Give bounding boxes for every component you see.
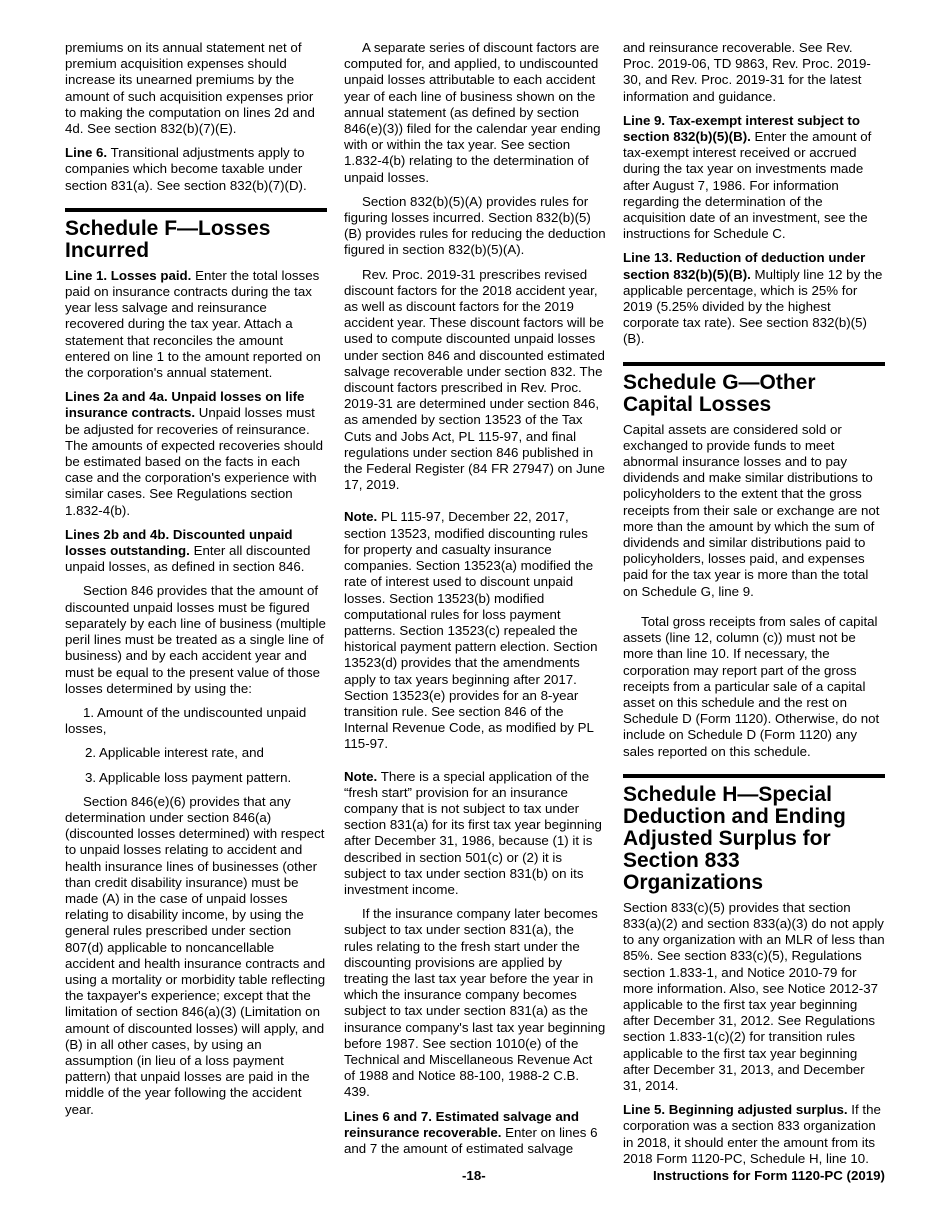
paragraph: and reinsurance recoverable. See Rev. Proc. 2019-06, TD 9863, Rev. Proc. 2019-30, and Rev. Proc. 2019-31 for the latest information and guidance. [623, 40, 871, 104]
paragraph-text: Enter the total losses paid on insurance contracts during the tax year less salvage and reinsurance recovered during the tax year. Attach a statement that reconciles the amount entered on line 1 to the amount reported on the corporation's annual statement. [65, 267, 321, 381]
paragraph: Capital assets are considered sold or exchanged to provide funds to meet abnormal insurance losses and to pay dividends and make similar distributions to policyholders to the extent that the gross receipts from their sale or exchange are not more than the amount by which the sum of dividends and similar distributions paid to policyholders, losses paid, and expenses paid for the tax year is more than the total on Schedule G, line 9. [623, 421, 880, 599]
paragraph [344, 1109, 606, 1158]
paragraph: Section 846 provides that the amount of discounted unpaid losses must be figured separately by each line of business (multiple peril lines must be treated as a single line of business) and by each accident year and must be equal to the present value of those losses determined by using the: [65, 583, 326, 696]
note [344, 509, 606, 752]
line-label: Line 5. Beginning adjusted surplus. [623, 1102, 848, 1118]
paragraph: premiums on its annual statement net of premium acquisition expenses should increase its unearned premiums by the amount of such acquisition expenses prior to making the computation on lines 2d and 4d. See section 832(b)(7)(E). [65, 40, 315, 137]
schedule-g-heading: Schedule G—Other Capital Losses [623, 370, 816, 416]
note-label: Note. [344, 768, 378, 784]
page-number: -18- [462, 1168, 486, 1183]
line-label: Lines 6 and 7. Estimated salvage and reinsurance recoverable. [344, 1108, 580, 1140]
line-label: Lines 2b and 4b. Discounted unpaid losses outstanding. [65, 526, 293, 559]
paragraph-text: Enter the amount of tax-exempt interest received or accrued during the tax year on investments made after August 7, 1986. For information regarding the determination of the acquisition date of an investment, see the instructions for Schedule C. [623, 129, 872, 242]
paragraph-text: Unpaid losses must be adjusted for recoveries of reinsurance. The amounts of expected recoveries should be estimated based on the facts in each case and the corporation's experience with similar cases. See Regulations section 1.832-4(b). [65, 405, 323, 518]
form-title: Instructions for Form 1120-PC (2019) [652, 1168, 885, 1183]
column-3 [623, 40, 885, 1175]
paragraph [65, 389, 327, 519]
schedule-f-heading: Schedule F—Losses Incurred [65, 216, 271, 262]
section-rule [65, 208, 327, 212]
section-rule [623, 774, 885, 778]
paragraph: Rev. Proc. 2019-31 prescribes revised discount factors for the 2018 accident year, as well as discount factors for the 2019 accident year. These discount factors will be used to compute discounted unpaid losses under section 846 and discounted estimated salvage recoverable under section 832. The discount factors prescribed in Rev. Proc. 2019-31 are determined under section 846, as amended by section 13523 of the Tax Cuts and Jobs Act, PL 115-97, and final regulations under section 846 published in the Federal Register (84 FR 27947) on June 17, 2019. [344, 266, 605, 493]
line-label: Line 13. Reduction of deduction under section 832(b)(5)(B). [623, 250, 866, 282]
paragraph: A separate series of discount factors are computed for, and applied, to undiscounted unpaid losses attributable to each accident year of each line of business shown on the annual statement (as defined by section 846(e)(3)) filed for the calendar year ending with or within the tax year. See section 1.832-4(b) relating to the determination of unpaid losses. [344, 40, 601, 185]
section-rule [623, 362, 885, 366]
paragraph [65, 145, 327, 194]
paragraph: If the insurance company later becomes subject to tax under section 831(a), the rules relating to the fresh start under the discounting provisions are applied by treating the last tax year before the year in which the insurance company becomes subject to tax under section 831(a) as the insurance company's last tax year beginning before 1987. See section 1010(e) of the Technical and Miscellaneous Revenue Act of 1988 and Notice 88-100, 1988-2 C.B. 439. [344, 906, 606, 1100]
paragraph: Section 832(b)(5)(A) provides rules for figuring losses incurred. Section 832(b)(5)(B) provides rules for reducing the deduction figured in section 832(b)(5)(A). [344, 193, 606, 258]
paragraph: Section 833(c)(5) provides that section 833(a)(2) and section 833(a)(3) do not apply to any organization with an MLR of less than 85%. See section 833(c)(5), Regulations section 1.833-1, and Notice 2010-79 for more information. Also, see Notice 2012-37 applicable to the first tax year beginning after December 31, 2012. See Regulations section 1.833-1(c)(2) for transition rules applicable to the first tax year beginning after December 31, 2013, and December 31, 2014. [623, 899, 885, 1093]
note-text: There is a special application of the “fresh start” provision for an insurance company that is not subject to tax under section 831(a) for its first tax year beginning after December 31, 1986, because (1) it is described in section 501(c) or (2) it is subject to tax under section 831(b) on its investment income. [344, 768, 602, 897]
paragraph: Total gross receipts from sales of capital assets (line 12, column (c)) must not be more than line 10. If necessary, the corporation may report part of the gross receipts from a particular sale of a capital asset on this schedule and the rest on Schedule D (Form 1120). Otherwise, do not include on Schedule D (Form 1120) any sales reported on this schedule. [623, 613, 880, 759]
paragraph-text: Transitional adjustments apply to companies which become taxable under section 831(a). See section 832(b)(7)(D). [65, 145, 307, 193]
list-item: 2. Applicable interest rate, and [85, 745, 264, 761]
column-2 [344, 40, 606, 1165]
list-item: 1. Amount of the undiscounted unpaid losses, [65, 704, 307, 737]
paragraph-text: Enter all discounted unpaid losses, as defined in section 846. [65, 543, 311, 575]
list-item: 3. Applicable loss payment pattern. [85, 769, 292, 785]
paragraph: Section 846(e)(6) provides that any determination under section 846(a) (discounted losses determined) with respect to unpaid losses relating to accident and health insurance lines of businesses (other than credit disability insurance) must be made (A) in the case of unpaid losses relating to disability income, by using the general rules prescribed under section 807(d) applicable to noncancellable accident and health insurance contracts and using a mortality or morbidity table reflecting the taxpayer's experience; except that the limitation of section 846(a)(3) (Limitation on amount of discounted losses) will apply, and (B) in all other cases, by using an assumption (in lieu of a loss payment pattern) that unpaid losses are paid in the middle of the year following the accident year. [65, 793, 326, 1117]
paragraph-text: If the corporation was a section 833 organization in 2018, it should enter the amount from its 2018 Form 1120-PC, Schedule H, line 10. [623, 1102, 881, 1166]
line-label: Lines 2a and 4a. Unpaid losses on life insurance contracts. [65, 389, 305, 421]
paragraph [623, 1102, 885, 1167]
note [344, 769, 606, 899]
paragraph [623, 250, 885, 347]
line-label: Line 1. Losses paid. [65, 267, 192, 283]
schedule-h-heading: Schedule H—Special Deduction and Ending Adjusted Surplus for Section 833 Organizations [623, 782, 846, 894]
paragraph [65, 527, 327, 576]
paragraph-text: Multiply line 12 by the applicable percentage, which is 25% for 2019 (5.25% divided by the highest corporate tax rate). See section 832(b)(5)(B). [623, 266, 883, 347]
line-label: Line 6. [65, 145, 108, 161]
column-1 [65, 40, 327, 1126]
note-text: PL 115-97, December 22, 2017, section 13523, modified discounting rules for property and casualty insurance companies. Section 13523(a) modified the rate of interest used to discount unpaid losses. Section 13523(b) modified computational rules for loss payment patterns. Section 13523(c) repealed the historical payment pattern election. Section 13523(d) provides that the amendments apply to tax years beginning after 2017. Section 13523(e) provides for an 8-year transition rule. See section 846 of the Internal Revenue Code, as modified by PL 115-97. [344, 509, 598, 752]
paragraph [623, 113, 885, 243]
note-label: Note. [344, 509, 378, 525]
paragraph-text: Enter on lines 6 and 7 the amount of estimated salvage [344, 1124, 598, 1156]
paragraph [65, 268, 327, 381]
line-label: Line 9. Tax-exempt interest subject to section 832(b)(5)(B). [623, 112, 860, 145]
